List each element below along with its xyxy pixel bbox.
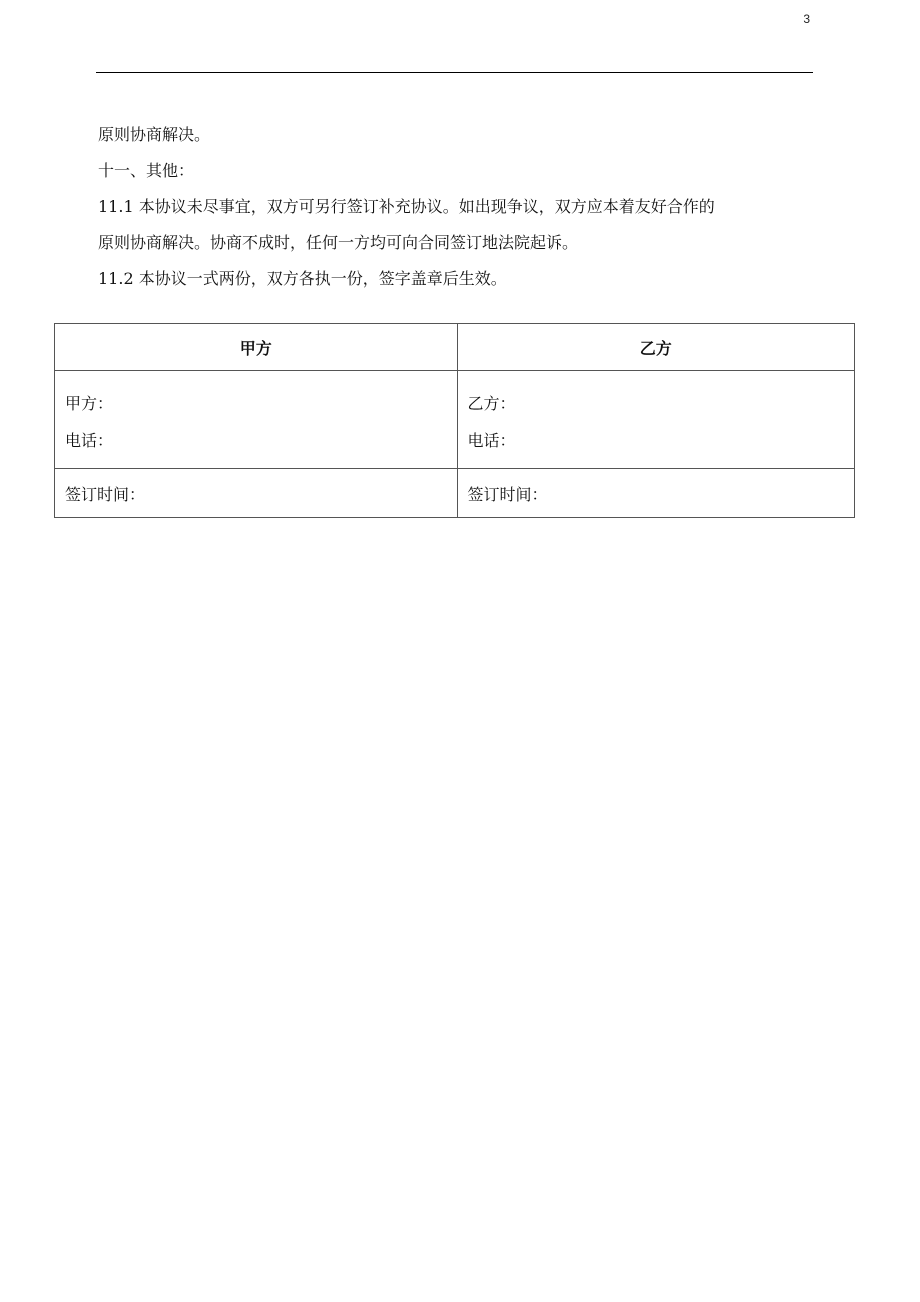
table-header-row [55, 324, 855, 371]
party-b-header: 乙方 [457, 324, 855, 371]
party-a-info-cell [55, 371, 458, 469]
party-a-phone-label: 电话： [65, 430, 114, 450]
clause-11-2: 11.2 本协议一式两份，双方各执一份，签字盖章后生效。 [98, 269, 507, 288]
party-b-phone-label: 电话： [467, 430, 516, 450]
party-a-date-label: 签订时间： [55, 469, 458, 518]
party-info-row [55, 371, 855, 469]
party-a-name-label: 甲方： [65, 393, 114, 413]
section-heading-other: 十一、其他： [98, 161, 195, 180]
party-b-info-cell [457, 371, 855, 469]
party-b-date-label: 签订时间： [457, 469, 855, 518]
paragraph-continuation: 原则协商解决。 [98, 125, 211, 144]
clause-11-1-line-2: 原则协商解决。协商不成时，任何一方均可向合同签订地法院起诉。 [98, 233, 579, 252]
clause-11-1-line-1: 11.1 本协议未尽事宜，双方可另行签订补充协议。如出现争议，双方应本着友好合作的 [98, 197, 715, 216]
party-b-name-label: 乙方： [467, 393, 516, 413]
document-body [98, 117, 816, 297]
page-number: 3 [803, 12, 810, 26]
header-rule [96, 72, 813, 73]
signature-table [54, 323, 855, 518]
signing-date-row [55, 469, 855, 518]
party-a-header: 甲方 [55, 324, 458, 371]
